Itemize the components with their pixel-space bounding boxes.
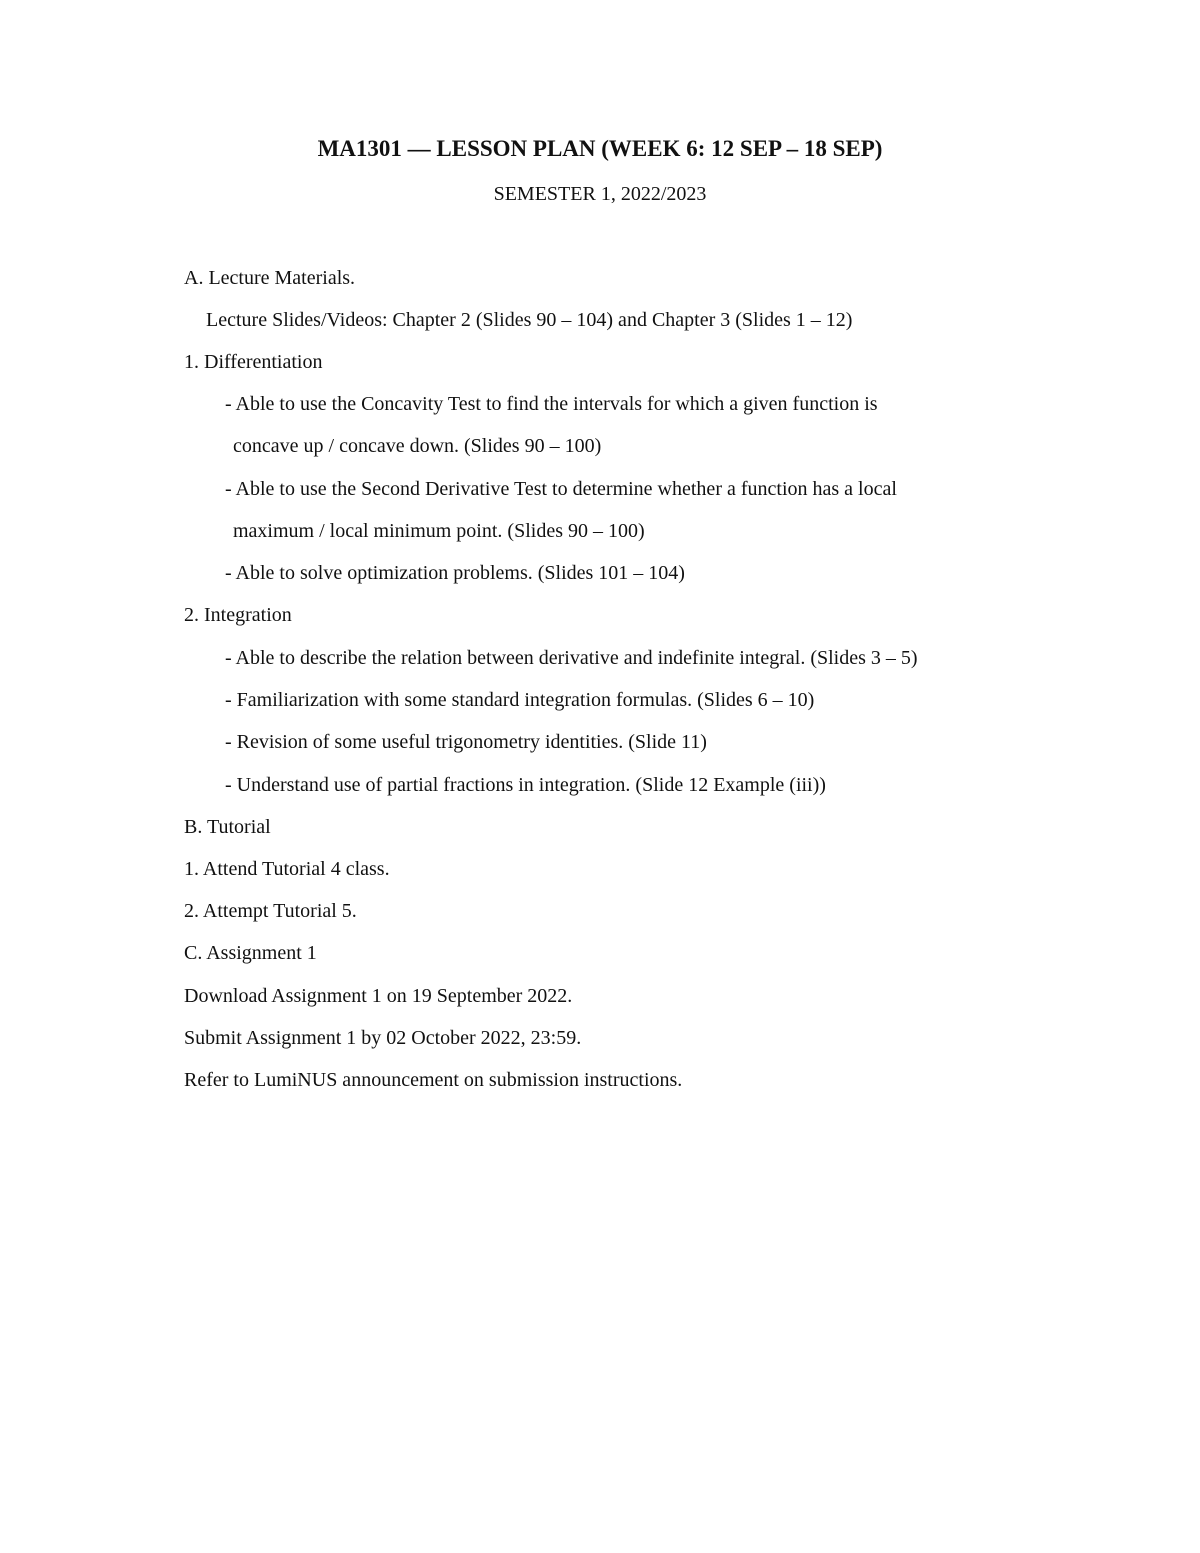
list-item: Submit Assignment 1 by 02 October 2022, 23:59. (184, 1027, 582, 1049)
document-title: MA1301 — LESSON PLAN (WEEK 6: 12 SEP – 18 SEP) (317, 136, 883, 161)
list-item: - Understand use of partial fractions in integration. (Slide 12 Example (iii)) (225, 774, 826, 796)
list-item: Refer to LumiNUS announcement on submission instructions. (184, 1069, 683, 1091)
lecture-slides-line: Lecture Slides/Videos: Chapter 2 (Slides 90 – 104) and Chapter 3 (Slides 1 – 12) (206, 309, 853, 331)
list-item: concave up / concave down. (Slides 90 – 100) (233, 435, 602, 457)
list-item: - Able to use the Concavity Test to find the intervals for which a given function is (225, 393, 878, 415)
list-item: - Revision of some useful trigonometry identities. (Slide 11) (225, 731, 707, 753)
section-b-heading: B. Tutorial (184, 816, 271, 838)
list-item: - Able to solve optimization problems. (Slides 101 – 104) (225, 562, 685, 584)
list-item: - Able to use the Second Derivative Test to determine whether a function has a local (225, 478, 897, 500)
list-item: - Familiarization with some standard integration formulas. (Slides 6 – 10) (225, 689, 815, 711)
list-item: 2. Attempt Tutorial 5. (184, 900, 357, 922)
list-item: - Able to describe the relation between derivative and indefinite integral. (Slides 3 – 5) (225, 647, 918, 669)
list-item: 1. Attend Tutorial 4 class. (184, 858, 390, 880)
section-c-heading: C. Assignment 1 (184, 942, 317, 964)
document-subtitle: SEMESTER 1, 2022/2023 (493, 183, 707, 205)
differentiation-heading: 1. Differentiation (184, 351, 323, 373)
section-a-heading: A. Lecture Materials. (184, 267, 356, 289)
list-item: Download Assignment 1 on 19 September 2022. (184, 985, 573, 1007)
list-item: maximum / local minimum point. (Slides 90 – 100) (233, 520, 645, 542)
integration-heading: 2. Integration (184, 604, 292, 626)
